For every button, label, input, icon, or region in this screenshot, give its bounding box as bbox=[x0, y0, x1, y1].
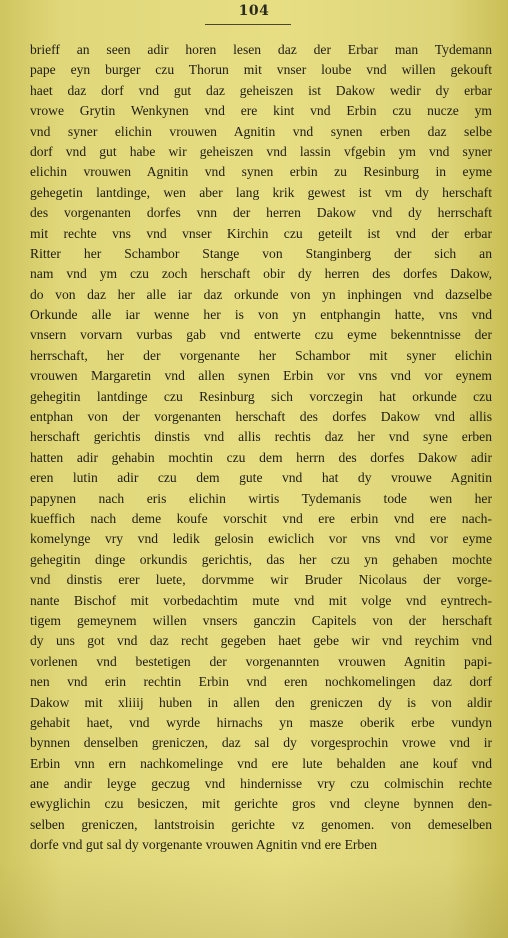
page-number: 104 bbox=[238, 3, 270, 19]
text-line: brieff an seen adir horen lesen daz der Erbar man Tydemann bbox=[30, 42, 492, 57]
text-line: herrschaft, her der vorgenante her Schambor mit syner elichin bbox=[30, 347, 492, 363]
text-line: dy uns got vnd daz recht gegeben haet gebe wir vnd reychim vnd bbox=[30, 633, 492, 649]
text-line: Erbin vnn ern nachkomelinge vnd ere lute behalden ane kouf vnd bbox=[30, 755, 492, 771]
text-body bbox=[30, 40, 492, 856]
text-line: vrowe Grytin Wenkynen vnd ere kint vnd Erbin czu nucze ym bbox=[30, 103, 492, 119]
text-line: tigem gemeynem willen vnsers ganczin Capitels von der herschaft bbox=[30, 612, 492, 628]
text-line: nam vnd ym czu zoch herschaft obir dy herren des dorfes Dakow, bbox=[30, 266, 492, 282]
text-line: pape eyn burger czu Thorun mit vnser loube vnd willen gekouft bbox=[30, 62, 492, 78]
text-line: gehegetin lantdinge, wen aber lang krik gewest ist vm dy herschaft bbox=[30, 184, 492, 200]
text-line: gehabit haet, vnd wyrde hirnachs yn masze oberik erbe vundyn bbox=[30, 714, 492, 730]
page-bottom-shade bbox=[0, 860, 508, 938]
text-line: dorf vnd gut habe wir geheiszen vnd lassin vfgebin ym vnd syner bbox=[30, 143, 492, 159]
text-line: do von daz her alle iar daz orkunde von yn inphingen vnd dazselbe bbox=[30, 286, 492, 302]
text-line: herschaft gerichtis dinstis vnd allis rechtis daz her vnd syne erben bbox=[30, 429, 492, 445]
text-line: bynnen denselben greniczen, daz sal dy vorgesprochin vrowe vnd ir bbox=[30, 735, 492, 751]
text-line: vnd dinstis erer luete, dorvmme wir Bruder Nicolaus der vorge- bbox=[30, 572, 492, 588]
text-line: vorlenen vnd bestetigen der vorgenannten vrouwen Agnitin papi- bbox=[30, 653, 492, 669]
text-line: kueffich nach deme koufe vorschit vnd ere erbin vnd ere nach- bbox=[30, 510, 492, 526]
text-line: papynen nach eris elichin wirtis Tydemanis tode wen her bbox=[30, 490, 492, 506]
header-rule bbox=[205, 24, 291, 25]
text-line: gehegitin lantdinge czu Resinburg sich vorczegin hat orkunde czu bbox=[30, 388, 492, 404]
text-line: entphan von der vorgenanten herschaft des dorfes Dakow vnd allis bbox=[30, 409, 492, 425]
text-line: nen vnd erin rechtin Erbin vnd eren nochkomelingen daz dorf bbox=[30, 674, 492, 690]
text-line: des vorgenanten dorfes vnn der herren Dakow vnd dy herrschaft bbox=[30, 205, 492, 221]
text-line: selben greniczen, lantstroisin gerichte vz genomen. von demeselben bbox=[30, 816, 492, 832]
text-line: ane andir leyge geczug vnd hindernisse vry czu colmischin rechte bbox=[30, 776, 492, 792]
text-line: elichin vrouwen Agnitin vnd synen erbin zu Resinburg in eyme bbox=[30, 164, 492, 180]
text-line: vnd syner elichin vrouwen Agnitin vnd synen erben daz selbe bbox=[30, 123, 492, 139]
text-line: nante Bischof mit vorbedachtim mute vnd mit volge vnd eyntrech- bbox=[30, 592, 492, 608]
text-line: ewyglichin czu besiczen, mit gerichte gros vnd cleyne bynnen den- bbox=[30, 796, 492, 812]
text-line: komelynge vry vnd ledik gelosin ewiclich vor vns vnd vor eyme bbox=[30, 531, 492, 547]
text-line: dorfe vnd gut sal dy vorgenante vrouwen Agnitin vnd ere Erben bbox=[30, 837, 378, 853]
text-line: Orkunde alle iar wenne her is von yn entphangin hatte, vns vnd bbox=[30, 307, 492, 323]
text-line: Ritter her Schambor Stange von Stanginberg der sich an bbox=[30, 245, 492, 261]
text-line: mit rechte vns vnd vnser Kirchin czu geteilt ist vnd der erbar bbox=[30, 225, 492, 241]
text-line: vrouwen Margaretin vnd allen synen Erbin vor vns vnd vor eynem bbox=[30, 368, 492, 384]
text-line: eren lutin adir czu dem gute vnd hat dy vrouwe Agnitin bbox=[30, 470, 492, 486]
text-line: vnsern vorvarn vurbas gab vnd entwerte czu eyme bekenntnisse der bbox=[30, 327, 492, 343]
text-line: gehegitin dinge orkundis gerichtis, das her czu yn gehaben mochte bbox=[30, 551, 492, 567]
page-header bbox=[0, 0, 508, 30]
text-line: hatten adir gehabin mochtin czu dem herrn des dorfes Dakow adir bbox=[30, 449, 492, 465]
text-line: haet daz dorf vnd gut daz geheiszen ist Dakow wedir dy erbar bbox=[30, 82, 492, 98]
text-line: Dakow mit xliiij huben in allen den greniczen dy is von aldir bbox=[30, 694, 492, 710]
